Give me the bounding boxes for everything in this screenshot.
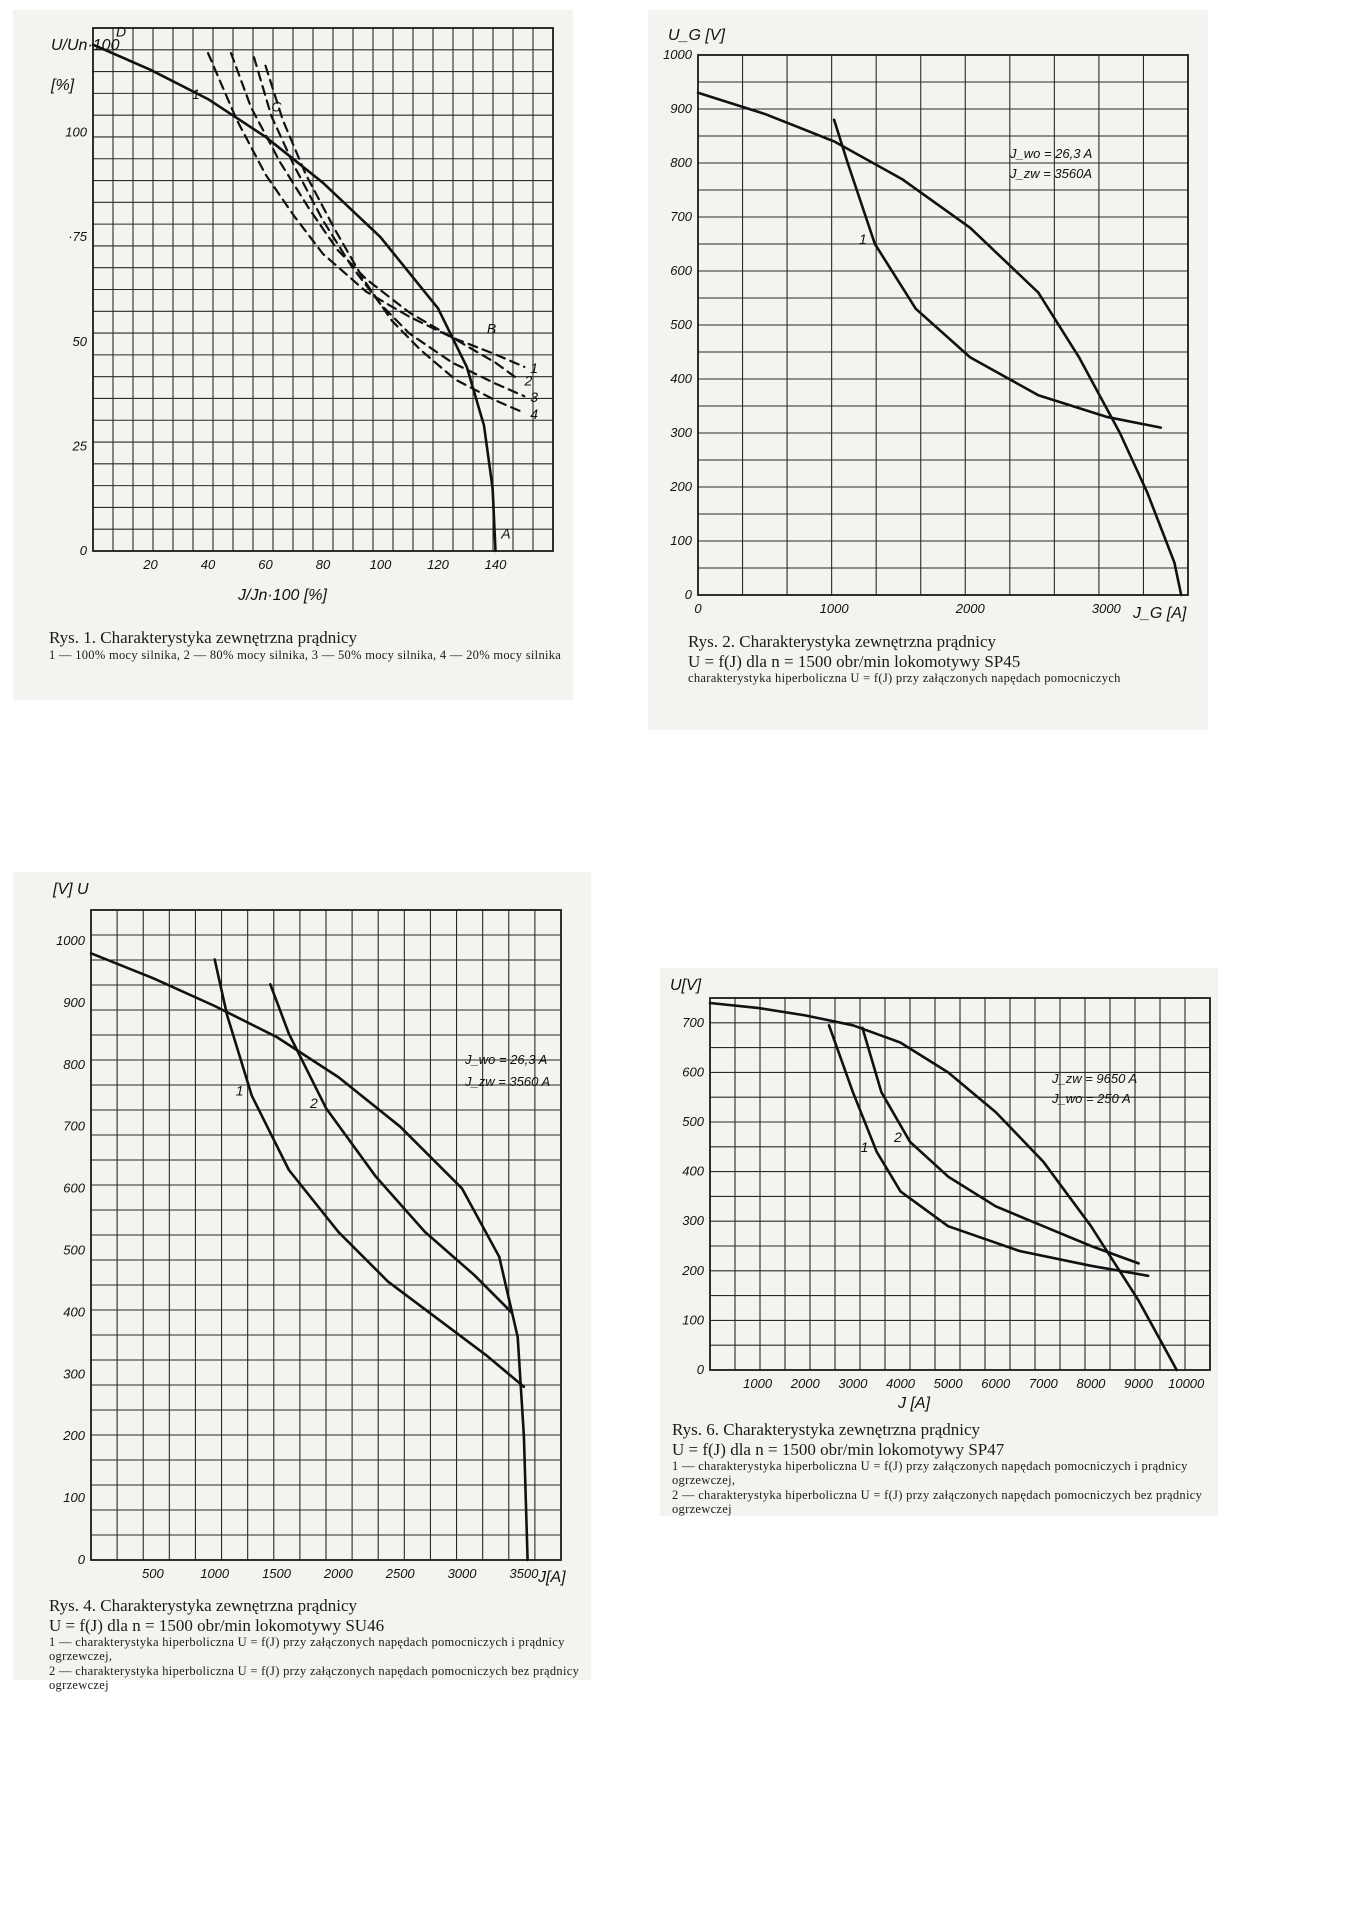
y-tick-label: 500 bbox=[682, 1114, 704, 1129]
chart-2-x-axis-label: J_G [A] bbox=[1133, 605, 1187, 622]
chart-2-grid bbox=[698, 55, 1188, 595]
y-tick-label: 300 bbox=[670, 425, 692, 440]
x-tick-label: 2000 bbox=[790, 1376, 820, 1391]
x-tick-label: 20 bbox=[143, 557, 158, 572]
series-label: 1 bbox=[860, 1138, 869, 1155]
y-tick-label: 900 bbox=[670, 101, 692, 116]
y-tick-label: 500 bbox=[670, 317, 692, 332]
series-label: 1 bbox=[530, 359, 539, 376]
x-tick-label: 60 bbox=[258, 557, 273, 572]
x-tick-label: 100 bbox=[369, 557, 392, 572]
figure-4-title: Rys. 4. Charakterystyka zewnętrzna prądnicy bbox=[49, 1596, 358, 1615]
figure-4-subtitle: U = f(J) dla n = 1500 obr/min lokomotywy SU46 bbox=[49, 1615, 385, 1635]
y-tick-label: 400 bbox=[670, 371, 692, 386]
x-tick-label: 120 bbox=[427, 557, 449, 572]
point-label: B bbox=[486, 320, 497, 337]
x-tick-label: 80 bbox=[315, 557, 331, 572]
figure-4-legend-2: 2 — charakterystyka hiperboliczna U = f(J) przy załączonych napędach pomocniczych bez prądnicy ogrzewczej bbox=[49, 1663, 580, 1693]
y-tick-label: 300 bbox=[63, 1366, 85, 1382]
series-line-1 bbox=[208, 53, 524, 367]
series-line-1 bbox=[215, 960, 524, 1387]
chart-2-marks bbox=[663, 47, 1181, 616]
figure-6-legend-2: 2 — charakterystyka hiperboliczna U = f(J) przy załączonych napędach pomocniczych bez prądnicy ogrzewczej bbox=[672, 1487, 1203, 1517]
x-tick-label: 1500 bbox=[262, 1566, 291, 1581]
x-tick-label: 2500 bbox=[385, 1566, 415, 1581]
x-tick-label: 10000 bbox=[1168, 1376, 1205, 1391]
y-tick-label: 1000 bbox=[663, 47, 692, 62]
point-label: D bbox=[116, 23, 127, 40]
figure-2-caption bbox=[688, 632, 1208, 685]
y-tick-label: 800 bbox=[63, 1056, 85, 1072]
series-line-3 bbox=[254, 57, 524, 396]
x-tick-label: 3000 bbox=[838, 1376, 868, 1391]
y-tick-label: 0 bbox=[684, 587, 692, 602]
y-tick-label: 0 bbox=[696, 1362, 704, 1377]
x-tick-label: 6000 bbox=[981, 1376, 1011, 1391]
series-label: 1 bbox=[192, 86, 200, 103]
series-line-2 bbox=[270, 984, 511, 1312]
series-line-main bbox=[710, 1003, 1177, 1370]
x-tick-label: 1000 bbox=[819, 601, 849, 616]
figure-1-title: Rys. 1. Charakterystyka zewnętrzna prądnicy bbox=[49, 628, 358, 647]
y-tick-label: 500 bbox=[63, 1242, 85, 1258]
y-tick-label: 800 bbox=[670, 155, 692, 170]
y-tick-label: 100 bbox=[63, 1490, 85, 1506]
y-tick-label: 700 bbox=[63, 1118, 85, 1134]
y-tick-label: ·75 bbox=[68, 229, 87, 245]
figure-4-caption bbox=[49, 1596, 589, 1693]
y-tick-label: 600 bbox=[670, 263, 692, 278]
chart-1 bbox=[13, 10, 573, 700]
x-tick-label: 1000 bbox=[200, 1566, 230, 1581]
series-line-1 bbox=[834, 120, 1161, 428]
x-tick-label: 9000 bbox=[1124, 1376, 1154, 1391]
y-tick-label: 900 bbox=[63, 994, 85, 1010]
series-line-main bbox=[698, 93, 1181, 595]
y-tick-label: 700 bbox=[682, 1014, 704, 1030]
chart-4-annotation-2: J_wo = 250 A bbox=[1052, 1091, 1131, 1106]
y-tick-label: 200 bbox=[63, 1428, 85, 1444]
chart-2-annotation-1: J_wo = 26,3 A bbox=[1010, 146, 1093, 161]
x-tick-label: 2000 bbox=[323, 1566, 353, 1581]
series-label: 3 bbox=[530, 389, 539, 406]
y-tick-label: 0 bbox=[77, 1552, 85, 1567]
series-label: 2 bbox=[310, 1095, 318, 1112]
y-tick-label: 300 bbox=[682, 1213, 704, 1229]
y-tick-label: 0 bbox=[79, 543, 87, 558]
x-tick-label: 1000 bbox=[743, 1376, 773, 1391]
figure-4 bbox=[13, 872, 591, 1693]
figure-6-subtitle: U = f(J) dla n = 1500 obr/min lokomotywy SP47 bbox=[672, 1439, 1005, 1459]
y-tick-label: 100 bbox=[65, 124, 87, 140]
y-tick-label: 700 bbox=[670, 209, 692, 224]
figure-6 bbox=[660, 968, 1218, 1516]
figure-6-caption bbox=[672, 1420, 1212, 1517]
figure-1 bbox=[13, 10, 573, 700]
figure-2-legend: charakterystyka hiperboliczna U = f(J) przy załączonych napędach pomocniczych bbox=[688, 671, 1121, 686]
x-tick-label: 3000 bbox=[1091, 601, 1121, 616]
figure-4-legend-1: 1 — charakterystyka hiperboliczna U = f(J) przy załączonych napędach pomocniczych i prądnicy ogrzewczej, bbox=[49, 1635, 565, 1664]
x-tick-label: 5000 bbox=[933, 1376, 963, 1391]
chart-2-y-axis-label: U_G [V] bbox=[668, 27, 725, 44]
y-tick-label: 200 bbox=[682, 1262, 704, 1278]
x-tick-label: 4000 bbox=[886, 1376, 915, 1391]
chart-3-y-axis-label: [V] U bbox=[53, 881, 89, 898]
chart-3 bbox=[13, 872, 591, 1680]
chart-3-annotation-1: J_wo = 26,3 A bbox=[465, 1052, 548, 1067]
chart-4-x-axis-label: J [A] bbox=[898, 1395, 931, 1412]
x-tick-label: 140 bbox=[484, 557, 507, 572]
figure-1-legend: 1 — 100% mocy silnika, 2 — 80% mocy silnika, 3 — 50% mocy silnika, 4 — 20% mocy silnika bbox=[49, 647, 562, 662]
chart-2 bbox=[648, 10, 1208, 730]
x-tick-label: 2000 bbox=[955, 601, 985, 616]
y-tick-label: 400 bbox=[63, 1304, 85, 1320]
series-line-4 bbox=[266, 66, 525, 413]
y-tick-label: 100 bbox=[682, 1312, 704, 1328]
series-label: 2 bbox=[894, 1128, 902, 1145]
y-tick-label: 100 bbox=[670, 533, 692, 548]
y-tick-label: 200 bbox=[670, 479, 692, 494]
x-tick-label: 500 bbox=[141, 1566, 164, 1581]
series-label: 4 bbox=[530, 405, 539, 422]
chart-3-marks bbox=[56, 933, 539, 1581]
chart-3-grid bbox=[91, 910, 561, 1560]
x-tick-label: 3000 bbox=[447, 1566, 477, 1581]
figure-1-caption bbox=[49, 628, 569, 662]
chart-1-marks bbox=[65, 23, 538, 572]
point-label: A bbox=[501, 525, 511, 542]
x-tick-label: 8000 bbox=[1076, 1376, 1106, 1391]
chart-3-x-axis-label: J[A] bbox=[538, 1569, 566, 1586]
figure-2-subtitle: U = f(J) dla n = 1500 obr/min lokomotywy SP45 bbox=[688, 651, 1021, 671]
chart-2-annotation-2: J_zw = 3560A bbox=[1010, 166, 1093, 181]
series-line-main bbox=[91, 953, 528, 1560]
point-label: C bbox=[271, 98, 282, 115]
chart-3-annotation-2: J_zw = 3560 A bbox=[465, 1074, 551, 1089]
series-line-2 bbox=[862, 1028, 1138, 1264]
chart-1-x-axis-label: J/Jn·100 [%] bbox=[238, 587, 327, 604]
chart-1-y-axis-label: U/Un·100 bbox=[51, 37, 120, 54]
y-tick-label: 1000 bbox=[56, 932, 85, 948]
y-tick-label: 50 bbox=[72, 333, 87, 349]
x-tick-label: 3500 bbox=[509, 1566, 539, 1581]
y-tick-label: 25 bbox=[72, 438, 87, 454]
figure-2-title: Rys. 2. Charakterystyka zewnętrzna prądnicy bbox=[688, 632, 997, 651]
y-tick-label: 400 bbox=[682, 1163, 704, 1179]
x-tick-label: 7000 bbox=[1028, 1376, 1058, 1391]
x-tick-label: 40 bbox=[200, 557, 216, 572]
series-label: 1 bbox=[235, 1082, 244, 1099]
chart-1-y-axis-unit: [%] bbox=[51, 77, 75, 94]
y-tick-label: 600 bbox=[63, 1180, 85, 1196]
x-tick-label: 0 bbox=[694, 601, 702, 616]
chart-1-grid bbox=[93, 28, 553, 551]
figure-2 bbox=[648, 10, 1208, 730]
y-tick-label: 600 bbox=[682, 1064, 704, 1080]
figure-6-legend-1: 1 — charakterystyka hiperboliczna U = f(J) przy załączonych napędach pomocniczych i prądnicy ogrzewczej, bbox=[672, 1459, 1188, 1488]
figure-6-title: Rys. 6. Charakterystyka zewnętrzna prądnicy bbox=[672, 1420, 981, 1439]
series-label: 1 bbox=[858, 231, 867, 247]
chart-4-y-axis-label: U[V] bbox=[670, 977, 702, 994]
chart-4-annotation-1: J_zw = 9650 A bbox=[1052, 1071, 1138, 1086]
series-label: 2 bbox=[524, 372, 533, 389]
